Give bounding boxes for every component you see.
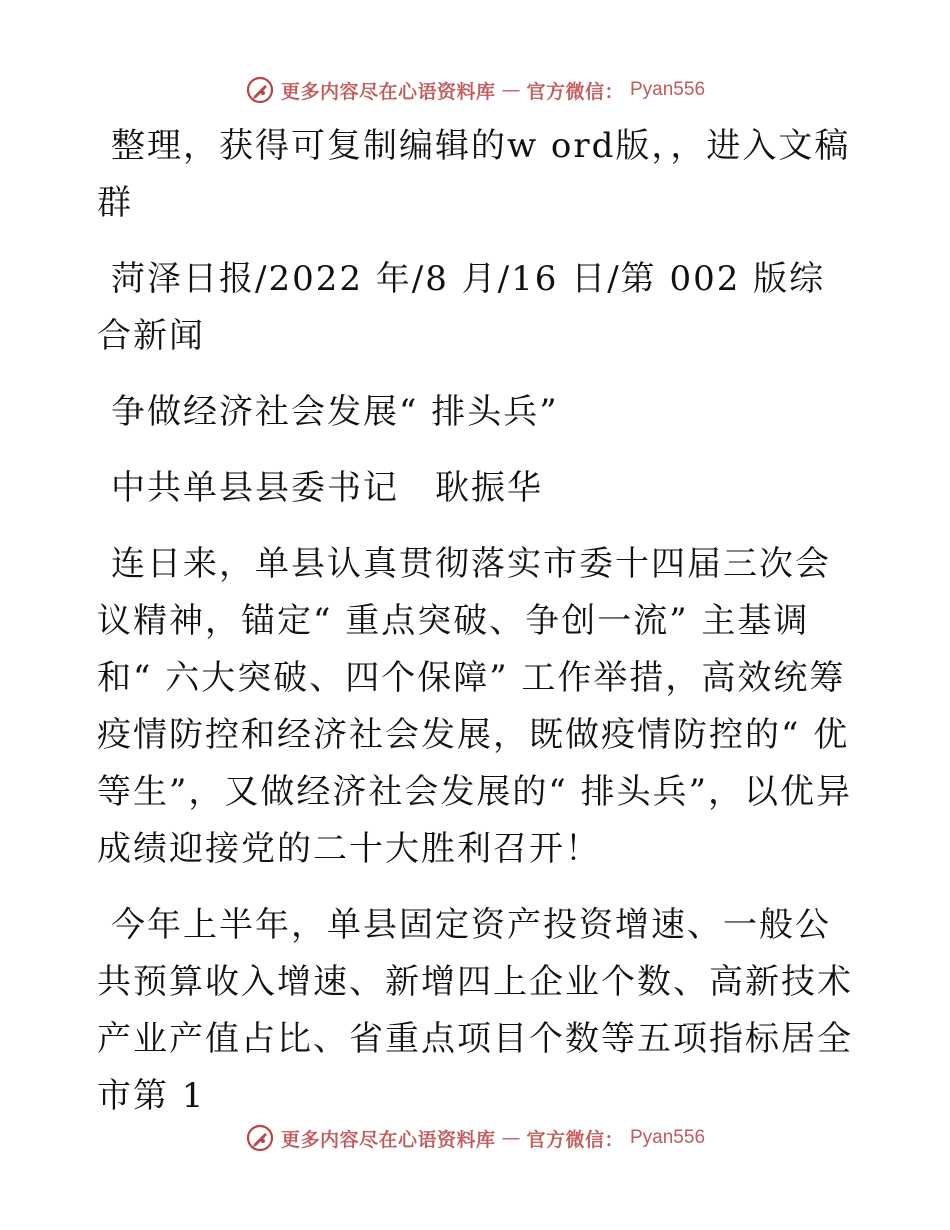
body-paragraph: 今年上半年，单县固定资产投资增速、一般公共预算收入增速、新增四上企业个数、高新技术产业产值占比、省重点项目个数等五项指标居全市第 1: [97, 905, 853, 1116]
pen-logo-icon: [245, 75, 275, 105]
body-paragraph: 连日来，单县认真贯彻落实市委十四届三次会议精神，锚定“ 重点突破、争创一流” 主基调和“ 六大突破、四个保障” 工作举措，高效统筹疫情防控和经济社会发展，既做疫情防控的“ 优等生”，又做经济社会发展的“ 排头兵”，以优异成绩迎接党的二十大胜利召开！: [97, 544, 852, 869]
document-body: [97, 118, 857, 1144]
article-author: 中共单县县委书记 耿振华: [111, 468, 543, 508]
watermark-wechat-label: 官方微信：: [526, 1128, 624, 1151]
watermark-text: 更多内容尽在心语资料库: [280, 80, 496, 103]
article-title: 争做经济社会发展“ 排头兵”: [111, 392, 559, 432]
watermark-dash: —: [501, 1127, 521, 1149]
intro-note: 整理，获得可复制编辑的w ord版，，进入文稿群: [97, 126, 851, 223]
source-line: 菏泽日报/2022 年/8 月/16 日/第 002 版综合新闻: [97, 259, 826, 356]
header-watermark: [0, 70, 950, 110]
watermark-wechat-id: Pyan556: [630, 1127, 706, 1148]
watermark-wechat-id: Pyan556: [630, 79, 706, 100]
watermark-wechat-label: 官方微信：: [526, 80, 624, 103]
pen-logo-icon: [245, 1123, 275, 1153]
footer-watermark: [0, 1118, 950, 1158]
watermark-dash: —: [501, 79, 521, 101]
watermark-text: 更多内容尽在心语资料库: [280, 1128, 496, 1151]
